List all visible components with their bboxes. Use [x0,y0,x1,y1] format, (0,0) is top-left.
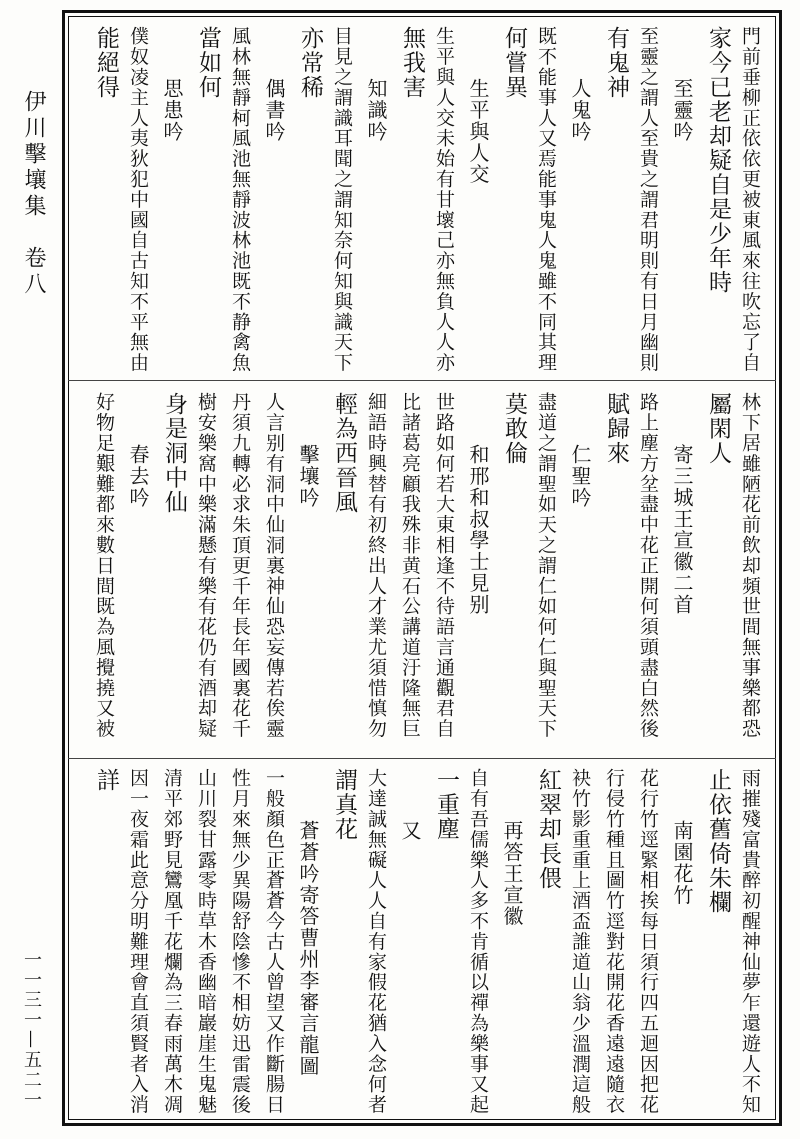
bottom-column-15: 一般顏色正蒼蒼今古人曾望又作斷腸日 [263,768,285,1115]
bottom-column-19: 因一夜霜此意分明難理會直須賢者入消 [127,768,149,1115]
middle-column-16: 丹須九轉必求朱頂更千年長年國裏花千 [229,392,251,739]
top-column-12: 知識吟 [364,78,388,143]
middle-column-12: 細語時興替有初終出人才業尤須惜慎勿 [365,392,387,739]
top-column-15: 偶書吟 [262,78,286,143]
register-divider-top [68,380,776,381]
middle-column-13: 輕為西晉風 [331,392,357,514]
bottom-column-16: 性月來無少異陽舒陰慘不相妨迅雷震後 [229,768,251,1115]
top-column-9: 生平與人交 [466,78,490,185]
bottom-column-18: 清平郊野見鸞凰千花爛為三春雨萬木凋 [161,768,183,1115]
middle-column-4: 路上塵方坌盡中花正開何須頭盡白然後 [637,392,659,739]
top-column-20: 能絕得 [93,26,119,100]
top-column-5: 有鬼神 [603,26,629,100]
middle-column-2: 屬閑人 [705,392,731,466]
middle-column-20: 好物足艱難都來數日間既為風攪撓又被 [93,392,115,739]
top-column-1: 門前垂柳正依依更被東風來往吹忘了自 [739,26,761,373]
bottom-column-11: 又 [398,820,422,842]
bottom-column-13: 謂真花 [331,768,357,842]
top-column-6: 人鬼吟 [568,78,592,143]
middle-column-15: 人言别有洞中仙洞裏神仙恐妄傳若俟靈 [263,392,285,739]
middle-column-11: 比諸葛亮顧我殊非黄石公講道汙隆無巨 [399,392,421,739]
top-column-18: 思患吟 [160,78,184,143]
bottom-column-3: 南園花竹 [670,820,694,906]
bottom-column-17: 山川裂甘露零時草木香幽暗巖崖生鬼魅 [195,768,217,1115]
top-column-16: 風林無靜柯風池無靜波林池既不静禽魚 [229,26,251,373]
bottom-column-14: 蒼蒼吟寄答曹州李審言龍圖 [296,820,320,1077]
middle-column-6: 仁聖吟 [568,444,592,509]
top-column-11: 無我害 [399,26,425,100]
top-column-10: 生平與人交未始有甘壞己亦無負人人亦 [433,26,455,373]
top-column-8: 何嘗異 [501,26,527,100]
top-column-3: 至靈吟 [670,78,694,143]
bottom-column-2: 止依舊倚朱欄 [705,768,731,915]
middle-column-17: 樹安樂窩中樂滿懸有樂有花仍有酒却疑 [195,392,217,739]
book-title: 伊川擊壤集 卷八 [21,90,46,298]
top-column-2: 家今已老却疑自是少年時 [705,26,731,295]
bottom-column-7: 紅翠却長偎 [535,768,561,890]
middle-column-14: 擊壤吟 [296,444,320,509]
bottom-column-6: 袂竹影重重上酒盃誰道山翁少溫潤這般 [569,768,591,1115]
middle-column-19: 春去吟 [126,444,150,509]
middle-column-8: 莫敢倫 [501,392,527,466]
bottom-column-9: 自有吾儒樂人多不肯循以禪為樂事又起 [467,768,489,1115]
bottom-column-1: 雨摧殘富貴醉初醒神仙夢乍還遊人不知 [739,768,761,1115]
middle-column-10: 世路如何若大東相逢不待語言通觀君自 [433,392,455,739]
register-divider-bottom [68,758,776,759]
top-column-17: 當如何 [195,26,221,100]
bottom-column-4: 花行竹逕緊相挨每日須行四五迴因把花 [637,768,659,1115]
middle-column-9: 和邢和叔學士見别 [466,444,490,616]
top-column-14: 亦常稀 [297,26,323,100]
top-column-19: 僕奴凌主人夷狄犯中國自古知不平無由 [127,26,149,373]
middle-column-18: 身是洞中仙 [161,392,187,514]
bottom-column-10: 一重塵 [433,768,459,842]
middle-column-3: 寄三城王宣徽二首 [670,444,694,616]
middle-column-1: 林下居雖陋花前飲却頻世間無事樂都恐 [739,392,761,739]
middle-column-5: 賦歸來 [603,392,629,466]
top-column-7: 既不能事人又焉能事鬼人鬼雖不同其理 [535,26,557,373]
top-column-13: 目見之謂識耳聞之謂知奈何知與識天下 [331,26,353,373]
top-column-4: 至靈之謂人至貴之謂君明則有日月幽則 [637,26,659,373]
bottom-column-5: 行侵竹種且圖竹逕對花開花香遠遠隨衣 [603,768,625,1115]
bottom-column-8: 再答王宣徽 [500,820,524,927]
page-number: 一一三一—五二一 [21,950,42,1110]
bottom-column-12: 大達誠無礙人人自有家假花猶入念何者 [365,768,387,1115]
middle-column-7: 盡道之謂聖如天之謂仁如何仁與聖天下 [535,392,557,739]
bottom-column-20: 詳 [93,768,119,793]
